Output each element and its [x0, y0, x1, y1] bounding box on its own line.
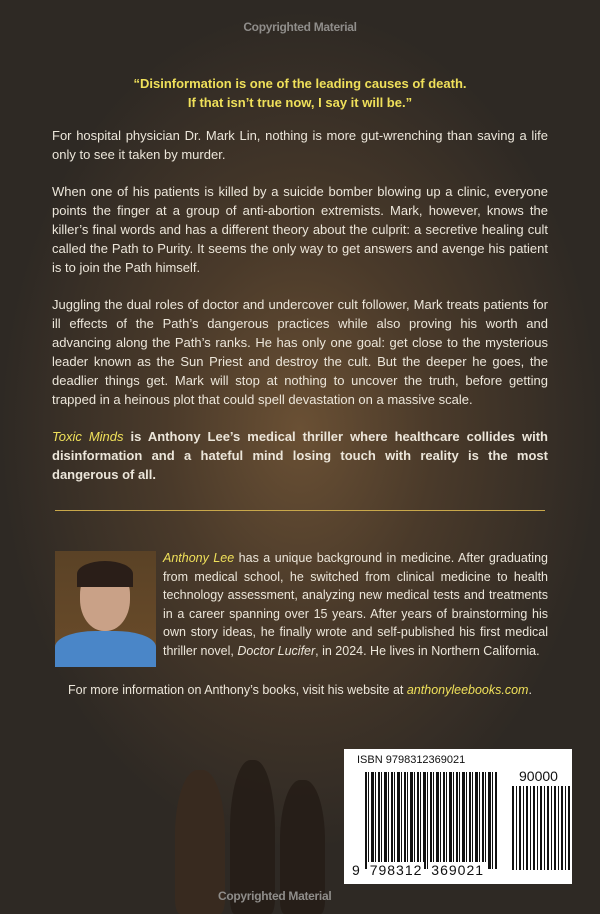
divider	[55, 510, 545, 511]
tagline-paragraph	[52, 427, 548, 484]
author-photo	[55, 551, 156, 667]
back-cover-text	[52, 74, 548, 699]
isbn-label: ISBN 9798312369021	[357, 754, 466, 766]
digit-prefix: 9	[352, 862, 361, 878]
website-link[interactable]: anthonyleebooks.com	[406, 683, 529, 697]
barcode-bars	[365, 772, 497, 869]
website-note-text: For more information on Anthony’s books, visit his website at	[68, 683, 407, 697]
website-note	[52, 681, 548, 699]
addon-bars	[512, 786, 572, 870]
bio-text-end: , in 2024. He lives in Northern California.	[315, 643, 540, 658]
previous-book-title: Doctor Lucifer	[237, 643, 316, 658]
isbn-barcode	[344, 749, 572, 884]
price-addon-code: 90000	[519, 768, 558, 784]
watermark-bottom: Copyrighted Material	[218, 889, 332, 903]
tagline-text: is Anthony Lee’s medical thriller where healthcare collides with disinformation and a hateful mind losing touch with reality is the most dangerous of all.	[52, 429, 549, 482]
digit-group-2: 369021	[431, 862, 485, 878]
author-name: Anthony Lee	[163, 551, 235, 565]
watermark-top: Copyrighted Material	[243, 20, 357, 34]
blurb-paragraph-3: Juggling the dual roles of doctor and undercover cult follower, Mark treats patients for ill effects of the Path’s dangerous practices while also proving his worth and advancing along the Path’s ranks. He has only one goal: get close to the mysterious leader known as the Sun Priest and destroy the cult. But the deeper he goes, the deadlier things get. Mark will stop at nothing to uncover the truth, before getting trapped in a heinous plot that could spell devastation on a massive scale.	[52, 297, 548, 407]
author-bio	[163, 549, 548, 661]
author-section	[55, 549, 548, 667]
barcode-digits	[350, 862, 486, 878]
quote-line-1: “Disinformation is one of the leading causes of death.	[133, 76, 467, 91]
bio-text: has a unique background in medicine. After graduating from medical school, he switched from clinical medicine to health technology assessment, analyzing new medical tests and treatments in a career spanning over 15 years. After years of brainstorming his own story ideas, he finally wrote and self-published his first medical thriller novel,	[163, 551, 548, 658]
digit-group-1: 798312	[369, 862, 423, 878]
website-note-period: .	[528, 683, 532, 697]
quote-line-2: If that isn’t true now, I say it will be.”	[187, 95, 413, 110]
blurb-paragraph-1: For hospital physician Dr. Mark Lin, nothing is more gut-wrenching than saving a life only to see it taken by murder.	[52, 128, 548, 162]
book-title: Toxic Minds	[52, 429, 124, 444]
pull-quote	[52, 74, 548, 112]
blurb-paragraph-2: When one of his patients is killed by a suicide bomber blowing up a clinic, everyone points the finger at a group of anti-abortion extremists. Mark, however, knows the killer’s final words and has a different theory about the culprit: a secretive healing cult called the Path to Purity. It seems the only way to get answers and avenge his patient is to join the Path himself.	[52, 184, 548, 275]
